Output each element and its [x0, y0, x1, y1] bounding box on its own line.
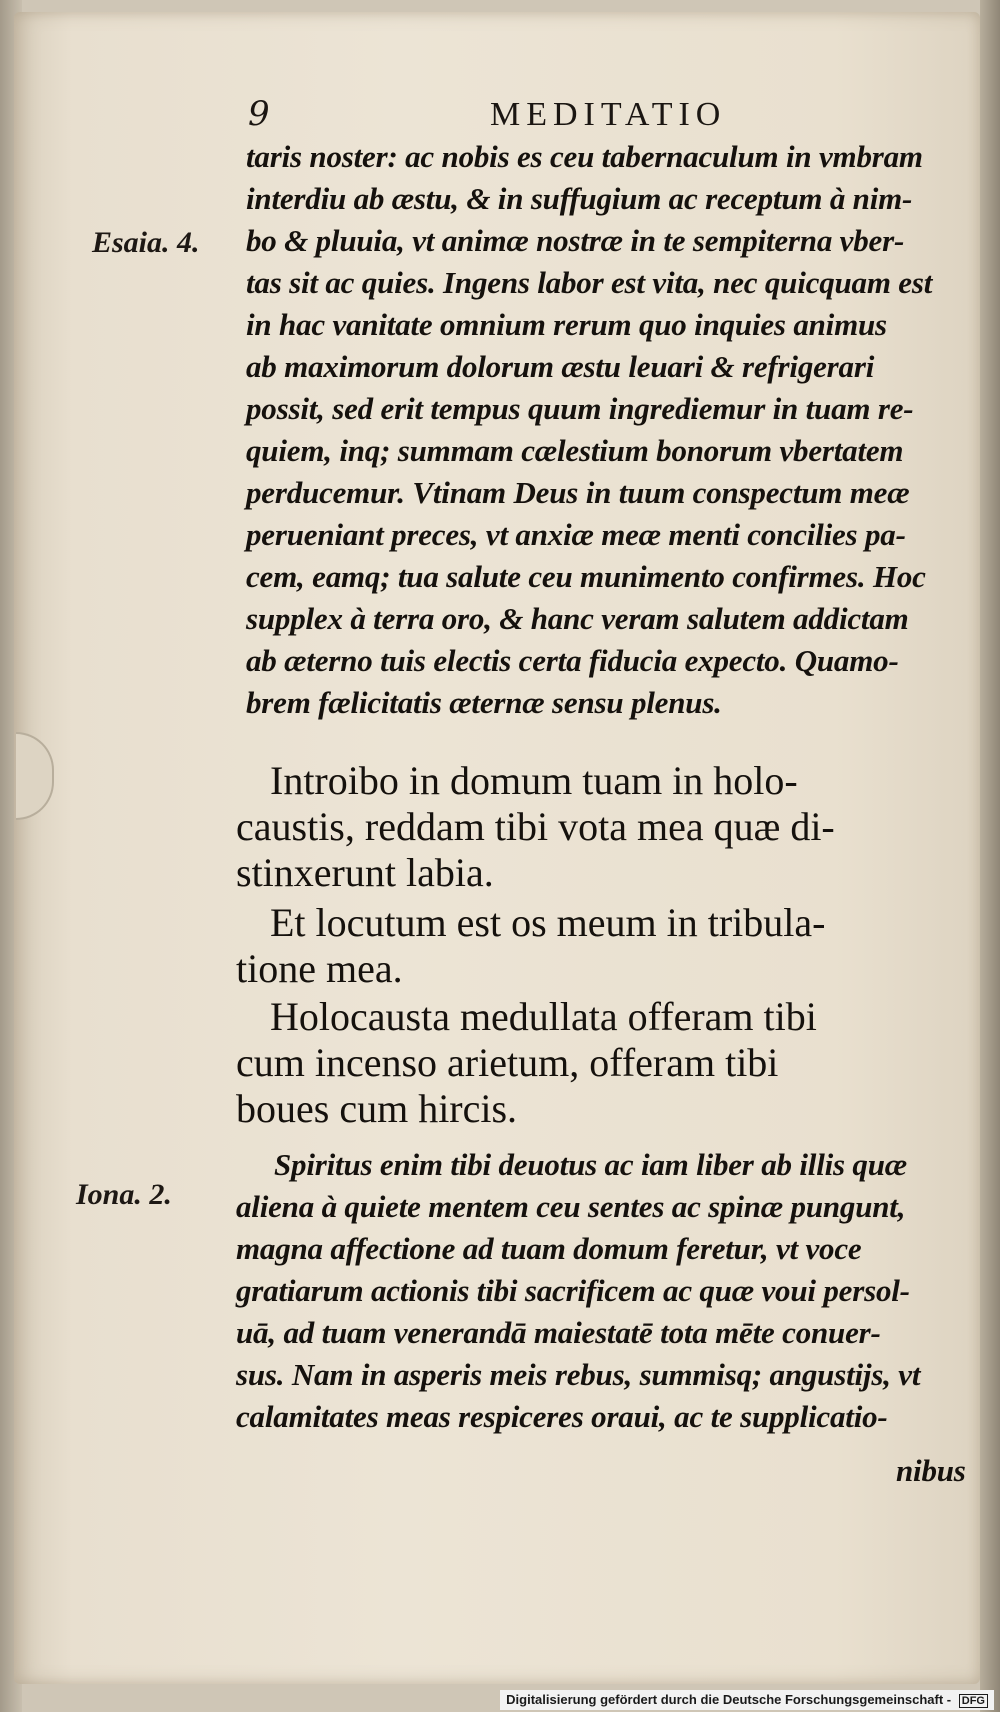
text-line: brem fælicitatis æternæ sensu plenus. — [246, 685, 722, 720]
margin-note-iona: Iona. 2. — [76, 1178, 172, 1211]
verse-line: cum incenso arietum, offeram tibi — [236, 1040, 779, 1085]
verse-line: boues cum hircis. — [236, 1086, 518, 1131]
psalm-verse-3 — [236, 994, 976, 1132]
text-line: cem, eamq; tua salute ceu munimento confirmes. Hoc — [246, 559, 926, 594]
verse-line: stinxerunt labia. — [236, 850, 494, 895]
text-line: supplex à terra oro, & hanc veram salutem addictam — [246, 601, 909, 636]
prayer-paragraph-1 — [246, 136, 976, 724]
running-title: MEDITATIO — [490, 96, 727, 133]
text-line: gratiarum actionis tibi sacrificem ac quæ voui persol- — [236, 1273, 910, 1308]
text-line: tas sit ac quies. Ingens labor est vita, nec quicquam est — [246, 265, 933, 300]
text-line: calamitates meas respiceres oraui, ac te supplicatio- — [236, 1399, 888, 1434]
text-line: ab æterno tuis electis certa fiducia expecto. Quamo- — [246, 643, 899, 678]
text-line: bo & pluuia, vt animæ nostræ in te sempiterna vber- — [246, 223, 905, 258]
text-line: Spiritus enim tibi deuotus ac iam liber ab illis quæ — [274, 1147, 907, 1182]
page-edge — [980, 0, 1000, 1712]
text-line: aliena à quiete mentem ceu sentes ac spinæ pungunt, — [236, 1189, 906, 1224]
page-number: 9 — [248, 94, 270, 134]
psalm-verse-2 — [236, 900, 976, 992]
page-clip — [16, 732, 54, 820]
verse-line: Et locutum est os meum in tribula- — [270, 900, 826, 945]
text-line: interdiu ab æstu, & in suffugium ac receptum à nim- — [246, 181, 913, 216]
text-line: sus. Nam in asperis meis rebus, summisq; angustijs, vt — [236, 1357, 921, 1392]
text-line: taris noster: ac nobis es ceu tabernaculum in vmbram — [246, 139, 923, 174]
text-line: in hac vanitate omnium rerum quo inquies animus — [246, 307, 887, 342]
text-line: perducemur. Vtinam Deus in tuum conspectum meæ — [246, 475, 910, 510]
footer-text: Digitalisierung gefördert durch die Deutsche Forschungsgemeinschaft - — [506, 1692, 952, 1707]
prayer-paragraph-2 — [236, 1144, 976, 1438]
verse-line: Holocausta medullata offeram tibi — [270, 994, 817, 1039]
text-line: perueniant preces, vt anxiæ meæ menti concilies pa- — [246, 517, 906, 552]
text-line: possit, sed erit tempus quum ingrediemur in tuam re- — [246, 391, 914, 426]
psalm-verse-1 — [236, 758, 976, 896]
catchword: nibus — [896, 1453, 966, 1488]
text-line: uā, ad tuam venerandā maiestatē tota mēte conuer- — [236, 1315, 881, 1350]
page-header — [240, 94, 940, 134]
margin-note-esaia: Esaia. 4. — [92, 226, 200, 259]
text-line: magna affectione ad tuam domum feretur, vt voce — [236, 1231, 862, 1266]
verse-line: Introibo in domum tuam in holo- — [270, 758, 798, 803]
text-line: ab maximorum dolorum æstu leuari & refrigerari — [246, 349, 875, 384]
digitization-footer — [500, 1690, 994, 1710]
verse-line: tione mea. — [236, 946, 403, 991]
verse-line: caustis, reddam tibi vota mea quæ di- — [236, 804, 835, 849]
text-line: quiem, inq; summam cælestium bonorum vbertatem — [246, 433, 904, 468]
dfg-logo: DFG — [959, 1694, 988, 1708]
